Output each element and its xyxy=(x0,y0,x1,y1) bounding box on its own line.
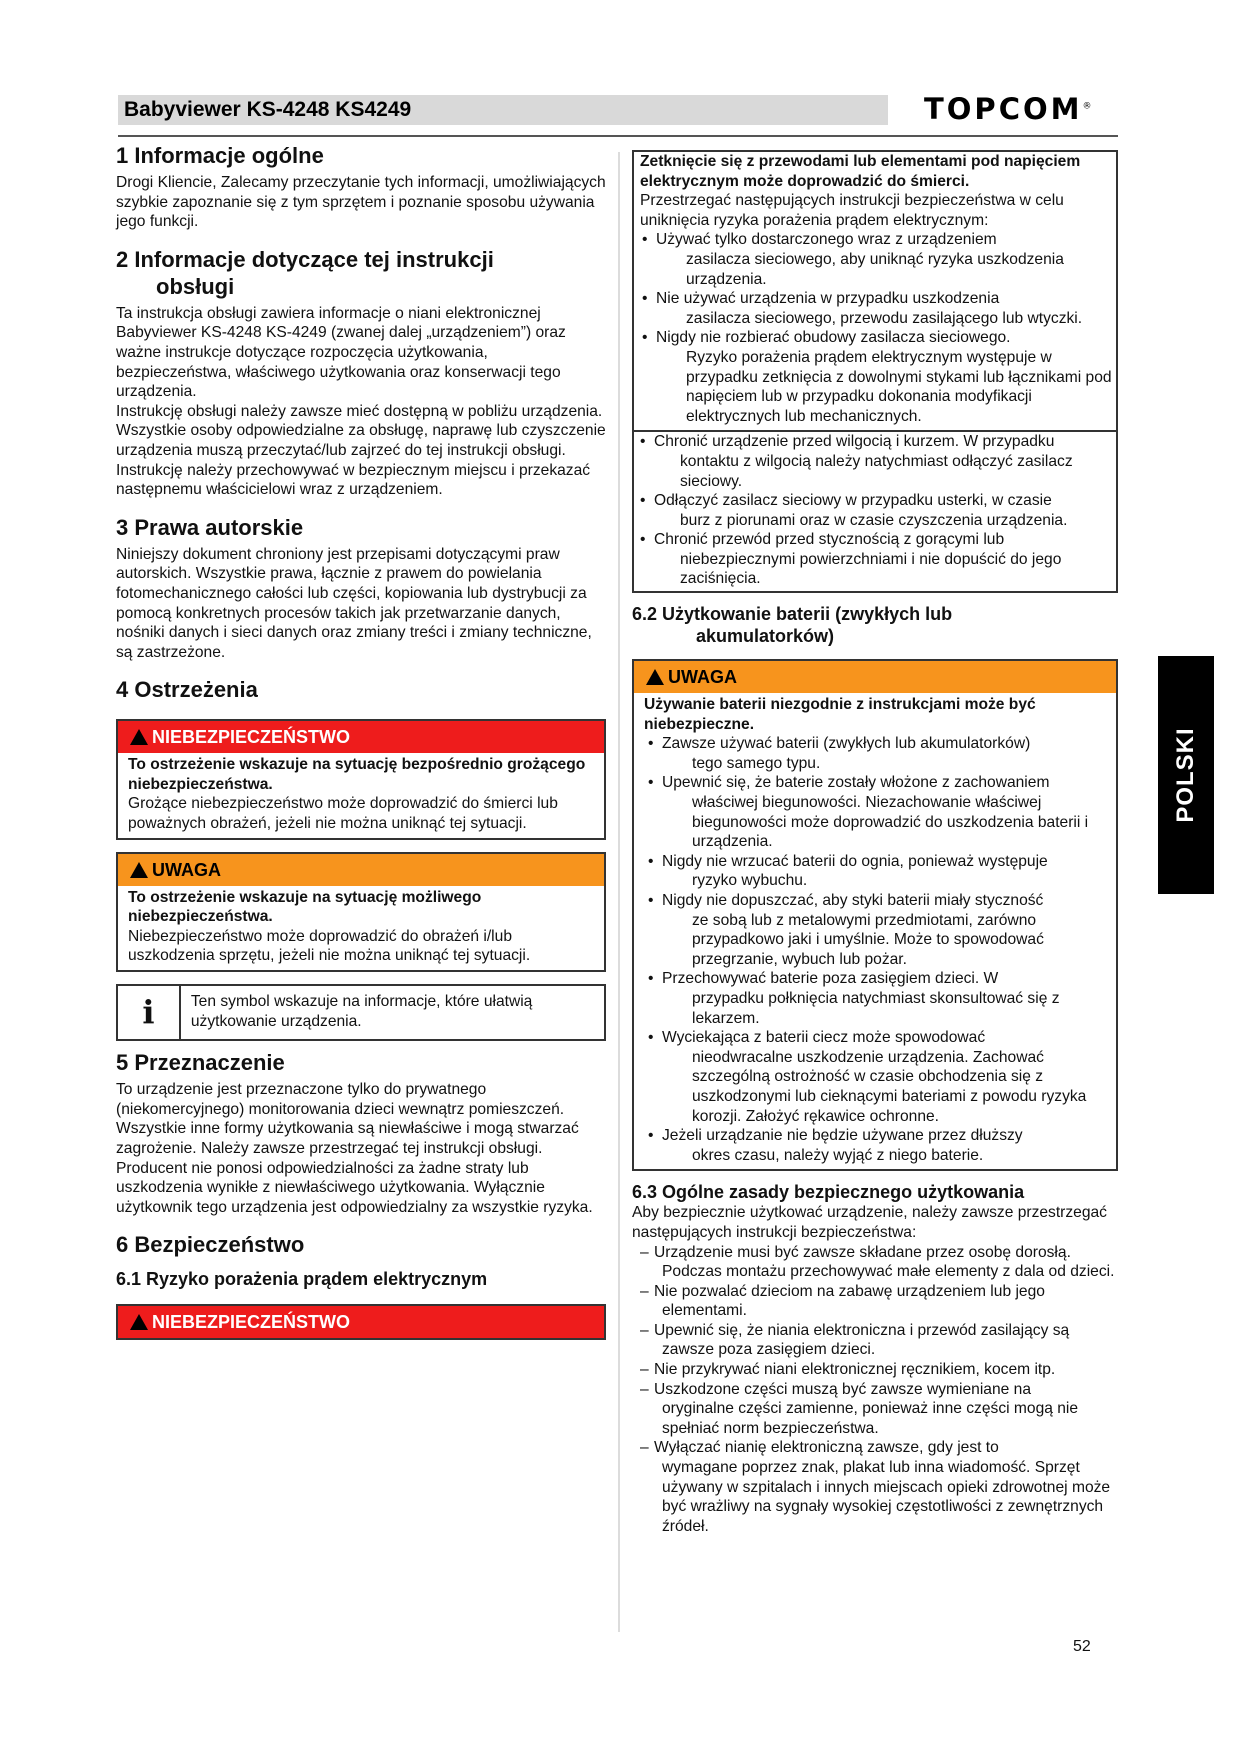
list-item: – Uszkodzone części muszą być zawsze wymieniane na oryginalne części zamienne, ponieważ inne części mogą nie spełniać norm bezpieczeństwa. xyxy=(632,1380,1118,1439)
list-item: • Nie używać urządzenia w przypadku uszkodzenia zasilacza sieciowego, przewodu zasilającego lub wtyczki. xyxy=(640,289,1112,328)
list-item: • Zawsze używać baterii (zwykłych lub akumulatorków) tego samego typu. xyxy=(646,734,1108,773)
section-4-title: 4 Ostrzeżenia xyxy=(116,677,258,703)
danger-text: Grożące niebezpieczeństwo może doprowadzić do śmierci lub poważnych obrażeń, jeżeli nie można uniknąć tej sytuacji. xyxy=(128,795,558,833)
section-2-para-1: Ta instrukcja obsługi zawiera informacje o niani elektronicznej Babyviewer KS-4248 KS-4249 (zwanej dalej „urządzeniem”) oraz ważne instrukcje dotyczące rozpoczęcia użytkowania, bezpieczeństwa, właściwego użytkowania oraz konserwacji tego urządzenia. xyxy=(116,304,566,401)
left-column xyxy=(116,142,606,1340)
brand-logo xyxy=(924,92,1091,126)
warning-triangle-icon xyxy=(130,1314,148,1330)
list-item: • Nigdy nie dopuszczać, aby styki baterii miały styczność ze sobą lub z metalowymi przedmiotami, zarówno przypadkowo jaki i umyślnie. Może to spowodować przegrzanie, wybuch lub pożar. xyxy=(646,891,1108,969)
section-6-2-title: 6.2 Użytkowanie baterii (zwykłych lub akumulatorków) xyxy=(632,604,953,647)
list-item: • Wyciekająca z baterii ciecz może spowodować nieodwracalne uszkodzenie urządzenia. Zachować szczególną ostrożność w czasie obchodzenia się z uszkodzonymi lub cieknącymi bateriami z powodu ryzyka korozji. Założyć rękawice ochronne. xyxy=(646,1028,1108,1126)
warning-triangle-icon xyxy=(646,669,664,685)
list-item: – Wyłączać nianię elektroniczną zawsze, gdy jest to wymagane poprzez znak, plakat lub inna wiadomość. Sprzęt używany w szpitalach i innych miejscach opieki zdrowotnej może być wrażliwy na sygnały wysokiej częstotliwości z zewnętrznych źródeł. xyxy=(632,1438,1118,1536)
danger-header: NIEBEZPIECZEŃSTWO xyxy=(118,721,604,753)
list-item: – Nie pozwalać dzieciom na zabawę urządzeniem lub jego elementami. xyxy=(632,1282,1118,1321)
general-safety-list xyxy=(632,1243,1118,1537)
warning-triangle-icon xyxy=(130,862,148,878)
danger-bold-text: To ostrzeżenie wskazuje na sytuację bezpośrednio grożącego niebezpieczeństwa. xyxy=(128,756,586,793)
list-item: – Urządzenie musi być zawsze składane przez osobę dorosłą. Podczas montażu przechowywać małe elementy z dala od dzieci. xyxy=(632,1243,1118,1282)
warning-header: UWAGA xyxy=(118,854,604,886)
section-3-text: Niniejszy dokument chroniony jest przepisami dotyczącymi praw autorskich. Wszystkie prawa, łącznie z prawem do powielania fotomechanicznego całości lub części, kopiowania lub dystrybucji za pomocą konkretnych procesów takich jak przetwarzanie danych, nośniki danych i sieci danych oraz zmiany treści i zmiany techniczne, są zastrzeżone. xyxy=(116,545,592,661)
section-3-title: 3 Prawa autorskie xyxy=(116,514,304,540)
language-tab xyxy=(1158,656,1214,894)
list-item: • Upewnić się, że baterie zostały włożone z zachowaniem właściwej biegunowości. Niezachowanie właściwej biegunowości może doprowadzić do uszkodzenia baterii i urządzenia. xyxy=(646,773,1108,851)
warning-bold-text: To ostrzeżenie wskazuje na sytuację możliwego niebezpieczeństwa. xyxy=(128,888,482,926)
list-item: – Nie przykrywać niani elektronicznej ręcznikiem, kocem itp. xyxy=(632,1360,1118,1380)
list-item: • Jeżeli urządzanie nie będzie używane przez dłuższy okres czasu, należy wyjąć z niego baterie. xyxy=(646,1126,1108,1165)
list-item: • Chronić przewód przed stycznością z gorącymi lub niebezpiecznymi powierzchniami i nie dopuścić do jego zaciśnięcia. xyxy=(638,530,1112,589)
list-item: • Odłączyć zasilacz sieciowy w przypadku usterki, w czasie burz z piorunami oraz w czasie czyszczenia urządzenia. xyxy=(638,491,1112,530)
battery-warning-header: UWAGA xyxy=(634,661,1116,693)
page-number: 52 xyxy=(1073,1638,1091,1655)
column-divider xyxy=(618,152,620,1632)
registered-mark: ® xyxy=(1082,101,1092,112)
electric-intro: Przestrzegać następujących instrukcji bezpieczeństwa w celu uniknięcia ryzyka porażenia prądem elektrycznym: xyxy=(640,192,1064,229)
battery-bold-text: Używanie baterii niezgodnie z instrukcjami może być niebezpieczne. xyxy=(644,696,1036,733)
section-6-title: 6 Bezpieczeństwo xyxy=(116,1232,305,1258)
section-6-3-title: 6.3 Ogólne zasady bezpiecznego użytkowania xyxy=(632,1182,1025,1203)
protection-list xyxy=(638,432,1112,589)
protection-box xyxy=(632,432,1118,593)
list-item: – Upewnić się, że niania elektroniczna i przewód zasilający są zawsze poza zasięgiem dzieci. xyxy=(632,1321,1118,1360)
section-2-title: 2 Informacje dotyczące tej instrukcji obsługi xyxy=(116,246,494,299)
section-6-1-title: 6.1 Ryzyko porażenia prądem elektrycznym xyxy=(116,1269,488,1290)
electric-warning-box xyxy=(632,150,1118,432)
info-box xyxy=(116,984,606,1041)
section-6-3-intro: Aby bezpiecznie użytkować urządzenie, należy zawsze przestrzegać następujących instrukcji bezpieczeństwa: xyxy=(632,1204,1107,1241)
warning-triangle-icon xyxy=(130,729,148,745)
section-5-title: 5 Przeznaczenie xyxy=(116,1050,285,1076)
header-divider xyxy=(118,135,1118,137)
warning-box xyxy=(116,852,606,972)
list-item: • Używać tylko dostarczonego wraz z urządzeniem zasilacza sieciowego, aby uniknąć ryzyka uszkodzenia urządzenia. xyxy=(640,230,1112,289)
info-text: Ten symbol wskazuje na informacje, które ułatwią użytkowanie urządzenia. xyxy=(190,993,533,1030)
electric-bold-text: Zetknięcie się z przewodami lub elementami pod napięciem elektrycznym może doprowadzić do śmierci. xyxy=(640,153,1081,190)
list-item: • Nigdy nie rozbierać obudowy zasilacza sieciowego. Ryzyko porażenia prądem elektrycznym występuje w przypadku zetknięcia z dowolnymi stykami lub łącznikami pod napięciem lub w przypadku dokonania modyfikacji elektrycznych lub mechanicznych. xyxy=(640,328,1112,426)
list-item: • Przechowywać baterie poza zasięgiem dzieci. W przypadku połknięcia natychmiast skonsultować się z lekarzem. xyxy=(646,969,1108,1028)
battery-list xyxy=(644,734,1108,1165)
section-2-para-3: Instrukcję należy przechowywać w bezpiecznym miejscu i przekazać następnemu właścicielowi wraz z urządzeniem. xyxy=(116,461,591,499)
right-column xyxy=(632,150,1118,1536)
list-item: • Chronić urządzenie przed wilgocią i kurzem. W przypadku kontaktu z wilgocią należy natychmiast odłączyć zasilacz sieciowy. xyxy=(638,432,1112,491)
section-1-title: 1 Informacje ogólne xyxy=(116,143,324,168)
electric-list xyxy=(640,230,1112,426)
warning-text: Niebezpieczeństwo może doprowadzić do obrażeń i/lub uszkodzenia sprzętu, jeżeli nie można uniknąć tej sytuacji. xyxy=(128,927,531,965)
section-5-text: To urządzenie jest przeznaczone tylko do prywatnego (niekomercyjnego) monitorowania dzieci wewnątrz pomieszczeń. Wszystkie inne formy użytkowania są niewłaściwe i mogą stwarzać zagrożenie. Należy zawsze przestrzegać tej instrukcji obsługi. Producent nie ponosi odpowiedzialności za żadne straty lub uszkodzenia wynikłe z niewłaściwego użytkowania. Wyłącznie użytkownik tego urządzenia jest odpowiedzialny za wszystkie ryzyka. xyxy=(116,1081,593,1216)
info-icon: i xyxy=(118,986,181,1039)
logo-text: TOPCOM xyxy=(924,92,1083,126)
language-tab-label: POLSKI xyxy=(1172,727,1199,823)
section-1-text: Drogi Kliencie, Zalecamy przeczytanie tych informacji, umożliwiających szybkie zapoznanie się z tym sprzętem i poznanie sposobu używania jego funkcji. xyxy=(116,174,606,231)
section-2-para-2: Instrukcję obsługi należy zawsze mieć dostępną w pobliżu urządzenia. Wszystkie osoby odpowiedzialne za obsługę, naprawę lub czyszczenie urządzenia muszą przeczytać/lub zajrzeć do tej instrukcji obsługi. xyxy=(116,402,606,459)
list-item: • Nigdy nie wrzucać baterii do ognia, ponieważ występuje ryzyko wybuchu. xyxy=(646,852,1108,891)
danger-box-2 xyxy=(116,1304,606,1340)
danger-box xyxy=(116,719,606,839)
battery-warning-box xyxy=(632,659,1118,1171)
document-title: Babyviewer KS-4248 KS4249 xyxy=(124,98,412,121)
danger-header-2: NIEBEZPIECZEŃSTWO xyxy=(118,1306,604,1338)
